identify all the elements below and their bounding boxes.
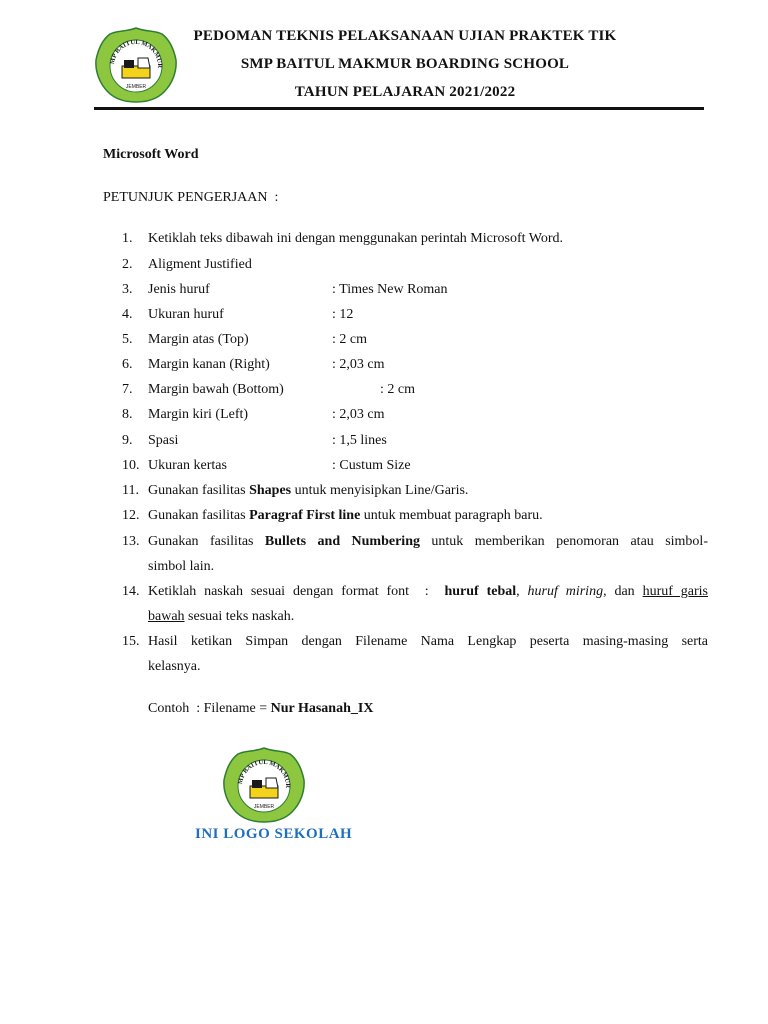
list-item-label: Margin kanan (Right): [148, 357, 270, 372]
header-line-1: PEDOMAN TEKNIS PELAKSANAAN UJIAN PRAKTEK TIK: [193, 28, 617, 44]
list-item-label: Ukuran huruf: [148, 307, 224, 322]
instructions-label: PETUNJUK PENGERJAAN :: [103, 190, 279, 205]
bold-run: Paragraf First line: [249, 508, 361, 523]
header-line-3: TAHUN PELAJARAN 2021/2022: [294, 84, 516, 100]
list-item-label: Spasi: [148, 433, 179, 448]
filename-example: [148, 701, 373, 717]
school-logo-header: [94, 26, 178, 104]
list-item-number: 3.: [122, 282, 133, 297]
logo-arc-text: MP BAITUL MAKMUR: [236, 758, 292, 789]
text-run: ,: [516, 584, 528, 599]
text-line: Hasil ketikan Simpan dengan Filename Nama Lengkap peserta masing-masing serta: [148, 634, 708, 649]
list-item-number: 5.: [122, 332, 133, 347]
text-run: untuk memberikan penomoran atau simbol-: [419, 534, 708, 549]
list-item-number: 6.: [122, 357, 133, 372]
school-logo-sample: [222, 746, 306, 824]
list-item-number: 12.: [122, 508, 140, 523]
list-item-number: 9.: [122, 433, 133, 448]
list-item-value: : 1,5 lines: [332, 433, 387, 448]
list-item-label: Margin bawah (Bottom): [148, 382, 284, 397]
logo-bottom-text: JEMBER: [125, 84, 147, 90]
list-item-label: Margin atas (Top): [148, 332, 249, 347]
italic-run: huruf miring: [527, 584, 604, 599]
bold-run: Bullets and Numbering: [264, 534, 420, 549]
text-run: untuk membuat paragraph baru.: [360, 508, 543, 523]
list-item-value: : 2 cm: [380, 382, 415, 397]
list-item-label: Jenis huruf: [148, 282, 210, 297]
logo-caption: INI LOGO SEKOLAH: [195, 826, 353, 842]
list-item-number: 15.: [122, 634, 140, 649]
example-value: Nur Hasanah_IX: [270, 701, 374, 716]
list-item-value: : 2,03 cm: [332, 357, 385, 372]
list-item-text: [148, 529, 708, 579]
underline-run: huruf garis: [642, 584, 708, 599]
list-item-text: [148, 579, 708, 629]
text-line: simbol lain.: [148, 559, 215, 574]
text-run: Gunakan fasilitas: [148, 483, 250, 498]
text-run: untuk menyisipkan Line/Garis.: [291, 483, 469, 498]
text-run: , dan: [603, 584, 643, 599]
list-item-label: Margin kiri (Left): [148, 407, 249, 422]
text-line: [148, 579, 708, 604]
text-run: Gunakan fasilitas: [148, 534, 265, 549]
list-item-number: 1.: [122, 231, 133, 246]
underline-run: bawah: [148, 609, 185, 624]
list-item-value: : Times New Roman: [332, 282, 448, 297]
list-item-number: 14.: [122, 584, 140, 599]
logo-arc-text: MP BAITUL MAKMUR: [108, 38, 164, 69]
header-divider: [94, 107, 704, 110]
list-item-value: : 12: [332, 307, 354, 322]
list-item-number: 2.: [122, 257, 133, 272]
list-item-number: 10.: [122, 458, 140, 473]
logo-bottom-text: JEMBER: [253, 804, 275, 810]
text-line: kelasnya.: [148, 659, 201, 674]
list-item-number: 8.: [122, 407, 133, 422]
list-item-label: Ukuran kertas: [148, 458, 227, 473]
list-item-number: 11.: [122, 483, 139, 498]
section-title: Microsoft Word: [103, 147, 199, 162]
list-item-label: Aligment Justified: [148, 257, 252, 272]
list-item-text: [148, 483, 468, 499]
text-line: [148, 529, 708, 554]
text-run: sesuai teks naskah.: [184, 609, 295, 624]
header-line-2: SMP BAITUL MAKMUR BOARDING SCHOOL: [240, 56, 570, 72]
list-item-text: [148, 508, 543, 524]
list-item-value: : 2,03 cm: [332, 407, 385, 422]
list-item-number: 4.: [122, 307, 133, 322]
list-item-value: : Custum Size: [332, 458, 411, 473]
list-item-label: Ketiklah teks dibawah ini dengan menggunakan perintah Microsoft Word.: [148, 231, 564, 246]
bold-run: Shapes: [249, 483, 292, 498]
text-run: Ketiklah naskah sesuai dengan format font :: [148, 584, 445, 599]
list-item-value: : 2 cm: [332, 332, 367, 347]
list-item-number: 7.: [122, 382, 133, 397]
list-item-number: 13.: [122, 534, 140, 549]
bold-run: huruf tebal: [444, 584, 517, 599]
example-label: Contoh : Filename =: [148, 701, 271, 716]
list-item-text: [148, 629, 708, 679]
text-run: Gunakan fasilitas: [148, 508, 250, 523]
